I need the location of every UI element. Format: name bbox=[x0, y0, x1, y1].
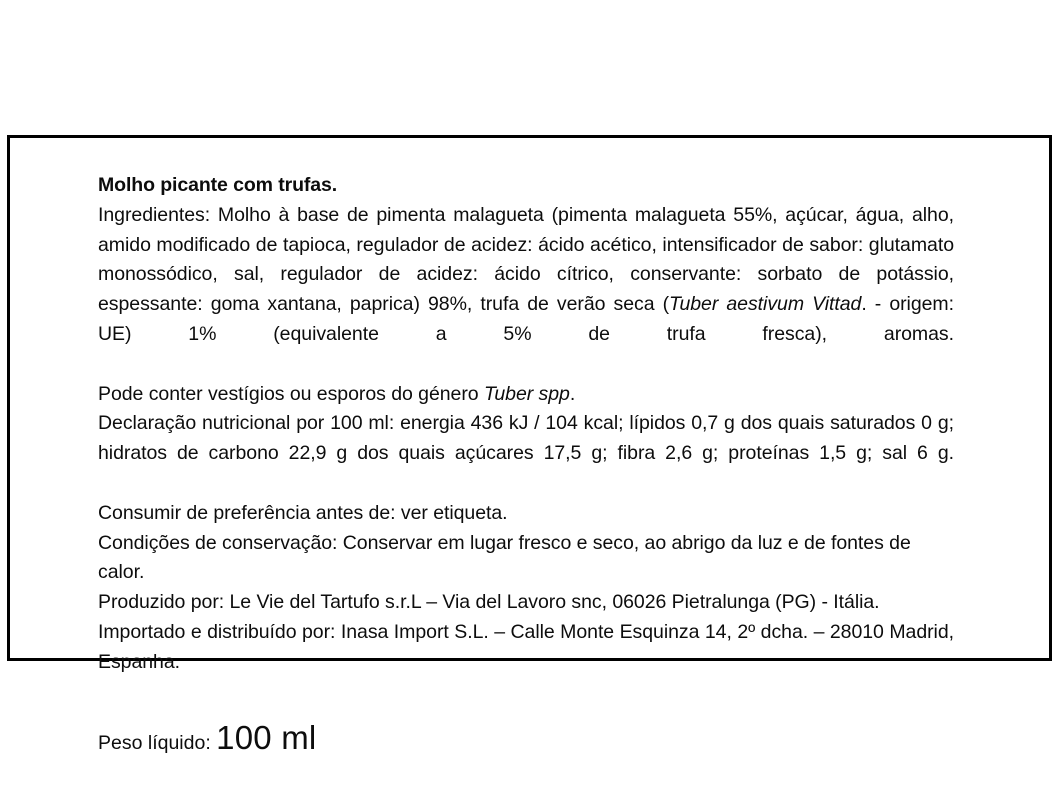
ingredients-species-name: Tuber aestivum Vittad bbox=[669, 293, 862, 316]
traces-prefix-text: Pode conter vestígios ou esporos do género bbox=[98, 382, 484, 405]
storage-conditions-line: Condições de conservação: Conservar em lugar fresco e seco, ao abrigo da luz e de fontes de calor. bbox=[98, 531, 911, 584]
ingredients-paragraph bbox=[98, 201, 954, 380]
product-label-box bbox=[7, 135, 1052, 757]
imported-by-line: Importado e distribuído por: Inasa Import S.L. – Calle Monte Esquinza 14, 2º dcha. – 28010 Madrid, Espanha. bbox=[98, 620, 954, 673]
traces-paragraph bbox=[98, 380, 954, 410]
product-title: Molho picante com trufas. bbox=[98, 174, 338, 196]
traces-species-name: Tuber spp bbox=[483, 382, 570, 405]
best-before-line: Consumir de preferência antes de: ver etiqueta. bbox=[98, 501, 508, 524]
nutrition-declaration: Declaração nutricional por 100 ml: energia 436 kJ / 104 kcal; lípidos 0,7 g dos quais saturados 0 g; hidratos de carbono 22,9 g dos quais açúcares 17,5 g; fibra 2,6 g; proteínas 1,5 g; sal 6 g. bbox=[98, 412, 954, 465]
net-weight-value: 100 ml bbox=[216, 719, 317, 757]
net-weight-line bbox=[98, 721, 954, 760]
traces-suffix-text: . bbox=[569, 382, 576, 405]
label-text-content bbox=[98, 171, 954, 780]
net-weight-label: Peso líquido: bbox=[98, 732, 211, 755]
ingredients-prefix-text: Ingredientes: Molho à base de pimenta malagueta (pimenta malagueta 55%, açúcar, água, alho, amido modificado de tapioca, regulador de acidez: ácido acético, intensificador de sabor: glutamato monossódico, sal, regulador de acidez: ácido cítrico, conservante: sorbato de potássio, espessante: goma xantana, paprica) 98%, trufa de verão seca ( bbox=[98, 203, 954, 316]
ingredients-suffix-text: . - origem: UE) 1% (equivalente a 5% de trufa fresca), aromas. bbox=[98, 293, 954, 345]
produced-by-line: Produzido por: Le Vie del Tartufo s.r.L – Via del Lavoro snc, 06026 Pietralunga (PG) - Itália. bbox=[98, 591, 880, 614]
